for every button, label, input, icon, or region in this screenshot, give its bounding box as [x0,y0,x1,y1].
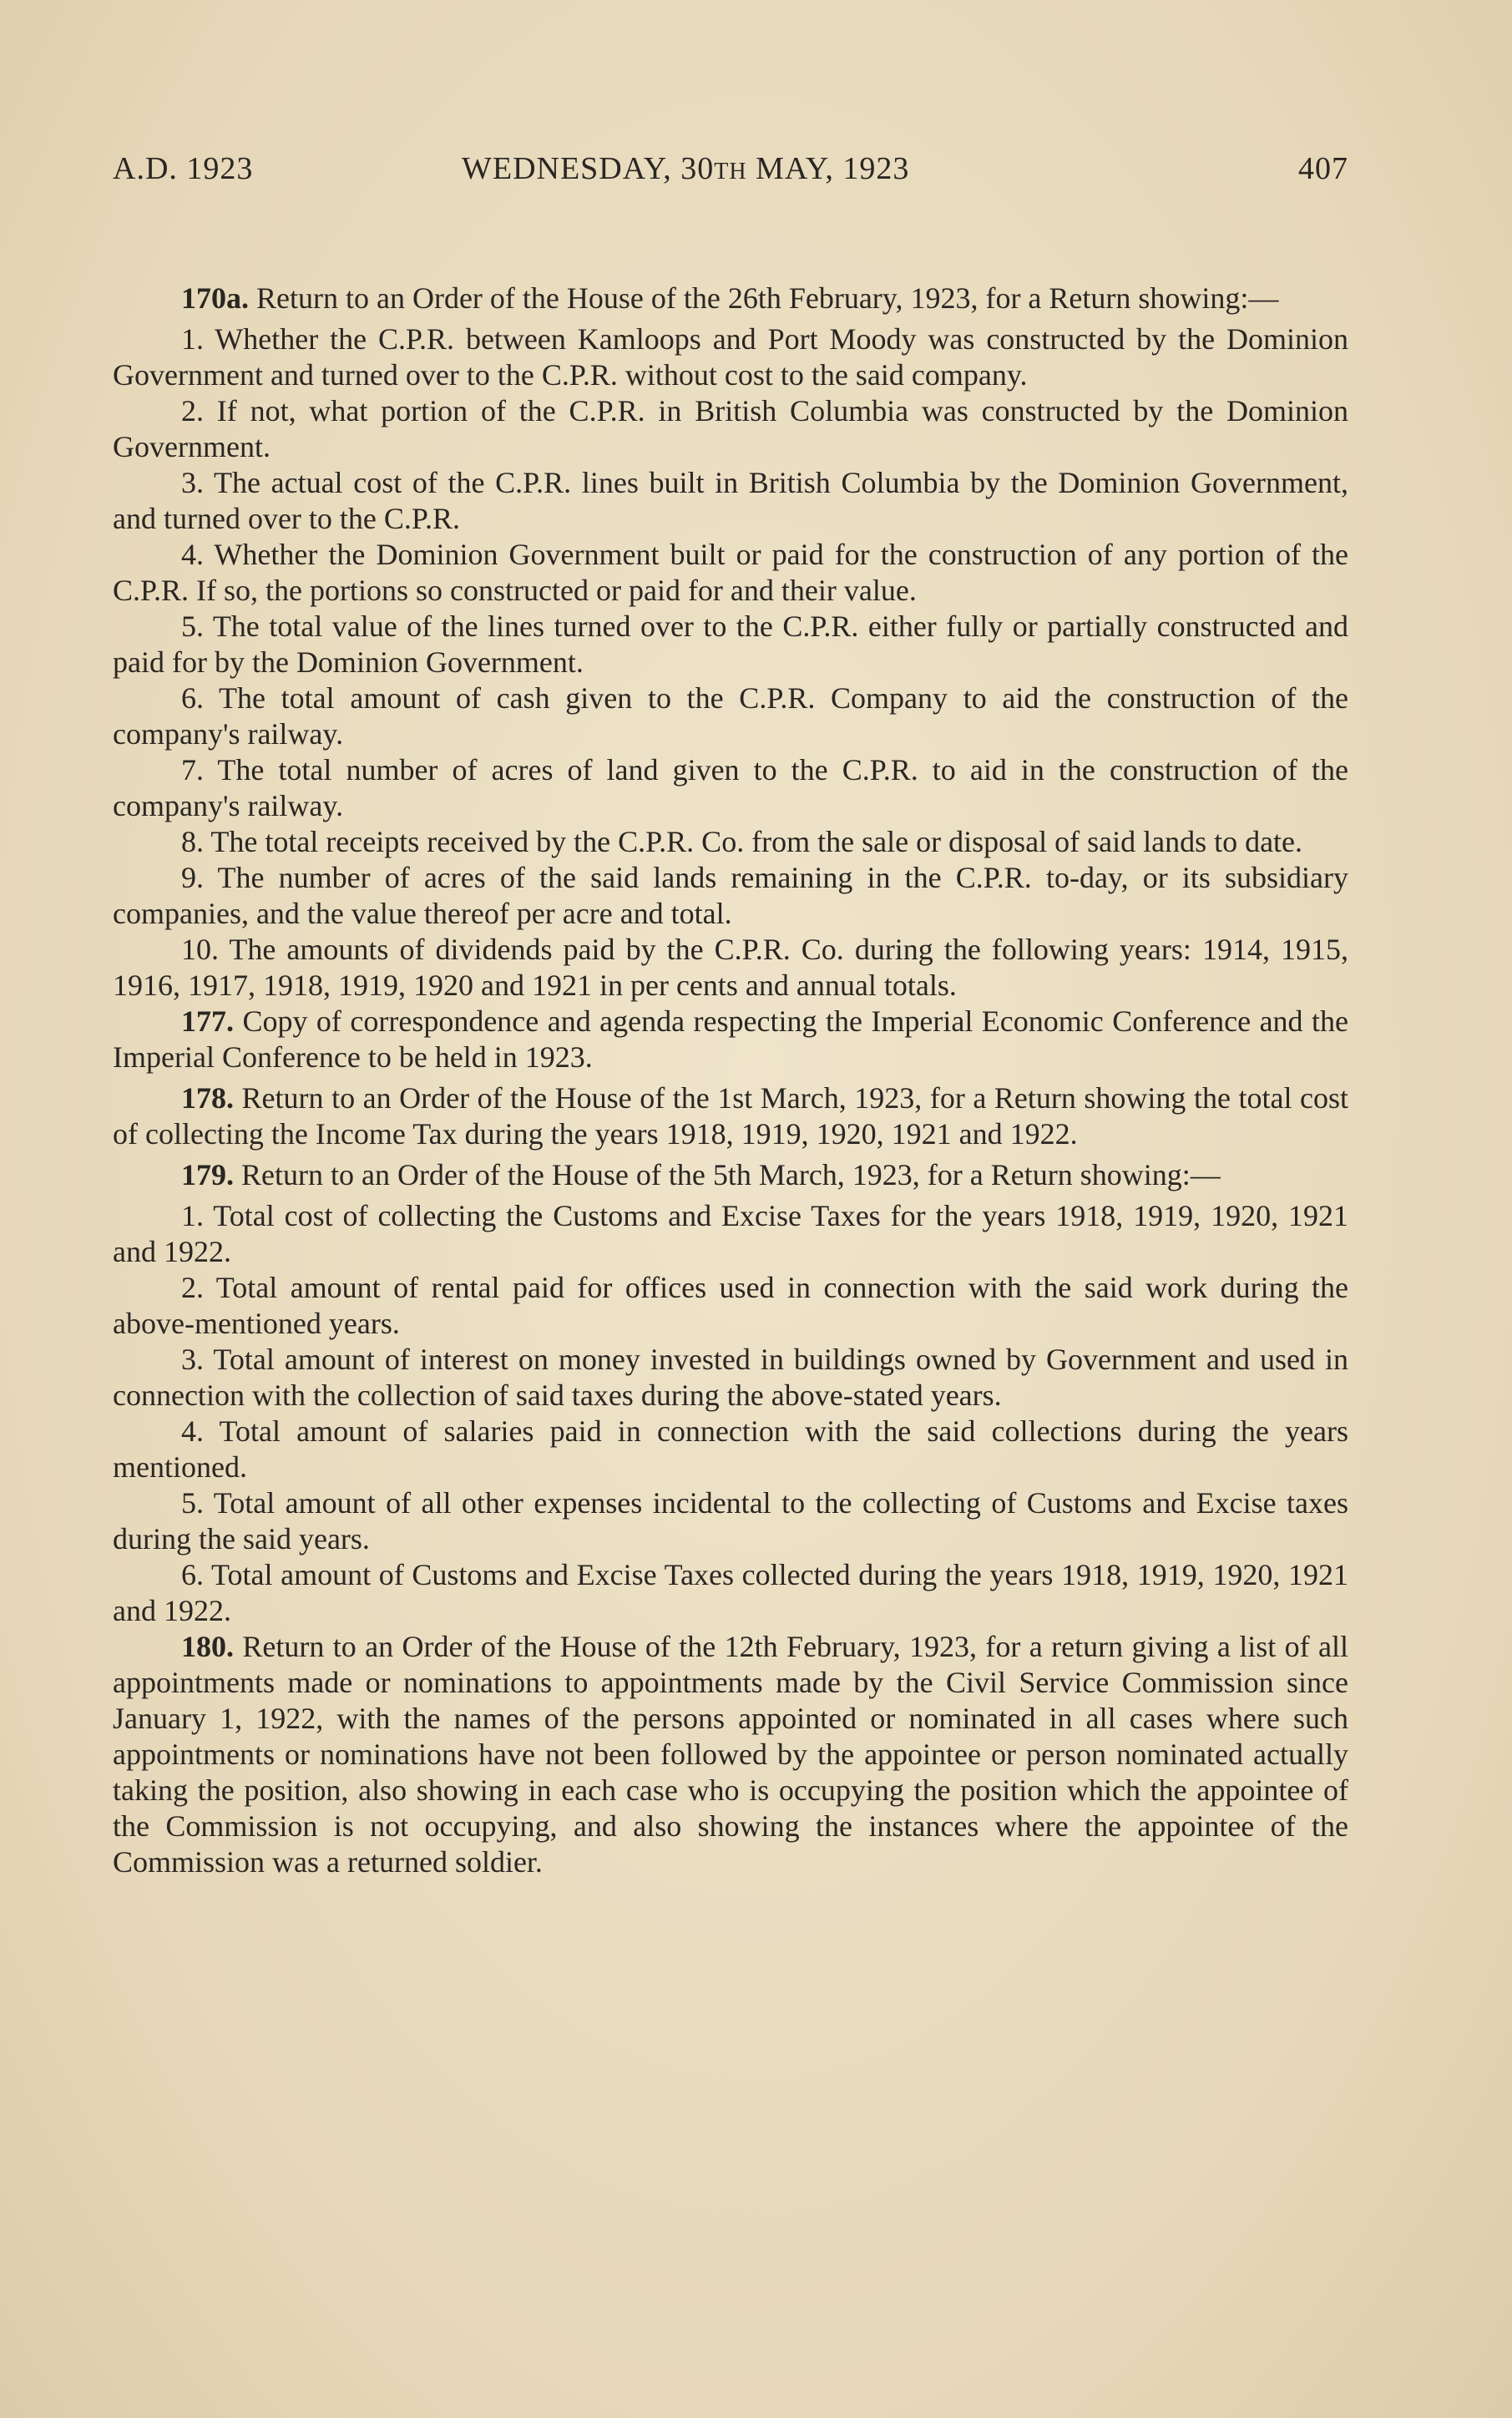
list-item: 4. Total amount of salaries paid in connection with the said collections during the years mentioned. [113,1414,1348,1484]
entry-text: Copy of correspondence and agenda respecting the Imperial Economic Conference and the Imperial Conference to be held in 1923. [113,1004,1348,1074]
list-item: 2. If not, what portion of the C.P.R. in British Columbia was constructed by the Dominion Government. [113,394,1348,463]
entry-text: Return to an Order of the House of the 1st March, 1923, for a Return showing the total cost of collecting the Income Tax during the years 1918, 1919, 1920, 1921 and 1922. [113,1081,1348,1151]
entry-178 [113,1080,1348,1152]
entry-text: Return to an Order of the House of the 12th February, 1923, for a return giving a list of all appointments made or nominations to appointments made by the Civil Service Commission since January 1, 1922, with the names of the persons appointed or nominated in all cases where such appointments or nominations have not been followed by the appointee or person nominated actually taking the position, also showing in each case who is occupying the position which the appointee of the Commission is not occupying, and also showing the instances where the appointee of the Commission was a returned soldier. [113,1630,1348,1879]
entry-heading [113,1080,1348,1152]
entry-heading [113,1629,1348,1880]
list-item: 5. Total amount of all other expenses incidental to the collecting of Customs and Excise taxes during the said years. [113,1486,1348,1556]
list-item: 2. Total amount of rental paid for offices used in connection with the said work during the above-mentioned years. [113,1271,1348,1340]
entry-heading [113,281,1348,316]
entry-179 [113,1157,1348,1629]
list-item: 8. The total receipts received by the C.P.R. Co. from the sale or disposal of said lands to date. [181,825,1303,858]
list-item: 6. Total amount of Customs and Excise Taxes collected during the years 1918, 1919, 1920, 1921 and 1922. [113,1558,1348,1627]
entry-text: Return to an Order of the House of the 5th March, 1923, for a Return showing:— [234,1158,1221,1191]
entry-number: 180. [181,1630,234,1663]
entry-number: 177. [181,1004,234,1038]
entry-text: Return to an Order of the House of the 26th February, 1923, for a Return showing:— [249,281,1279,315]
list-item: 1. Whether the C.P.R. between Kamloops and Port Moody was constructed by the Dominion Government and turned over to the C.P.R. without cost to the said company. [113,322,1348,392]
list-item: 9. The number of acres of the said lands remaining in the C.P.R. to-day, or its subsidiary companies, and the value thereof per acre and total. [113,861,1348,930]
entry-heading [113,1004,1348,1075]
entry-number: 179. [181,1158,234,1191]
page-number: 407 [1298,151,1348,186]
entry-177 [113,1004,1348,1075]
list-item: 6. The total amount of cash given to the C.P.R. Company to aid the construction of the company's railway. [113,681,1348,751]
entry-number: 170a. [181,281,249,315]
list-item: 4. Whether the Dominion Government built or paid for the construction of any portion of the C.P.R. If so, the portions so constructed or paid for and their value. [113,538,1348,607]
entry-170a [113,281,1348,1004]
page-header [113,150,1348,200]
header-year: A.D. 1923 [113,151,254,186]
entry-heading [113,1157,1348,1193]
entry-180 [113,1629,1348,1880]
header-date: WEDNESDAY, 30TH MAY, 1923 [462,151,910,186]
list-item: 3. Total amount of interest on money invested in buildings owned by Government and used in connection with the collection of said taxes during the above-stated years. [113,1343,1348,1412]
list-item: 3. The actual cost of the C.P.R. lines built in British Columbia by the Dominion Government, and turned over to the C.P.R. [113,466,1348,535]
entries-list [113,281,1348,1880]
list-item: 1. Total cost of collecting the Customs and Excise Taxes for the years 1918, 1919, 1920, 1921 and 1922. [113,1199,1348,1268]
list-item: 7. The total number of acres of land given to the C.P.R. to aid in the construction of the company's railway. [113,753,1348,822]
list-item: 10. The amounts of dividends paid by the C.P.R. Co. during the following years: 1914, 1915, 1916, 1917, 1918, 1919, 1920 and 1921 in per cents and annual totals. [113,933,1348,1002]
journal-page [113,150,1348,1885]
entry-number: 178. [181,1081,234,1115]
list-item: 5. The total value of the lines turned over to the C.P.R. either fully or partially constructed and paid for by the Dominion Government. [113,610,1348,679]
